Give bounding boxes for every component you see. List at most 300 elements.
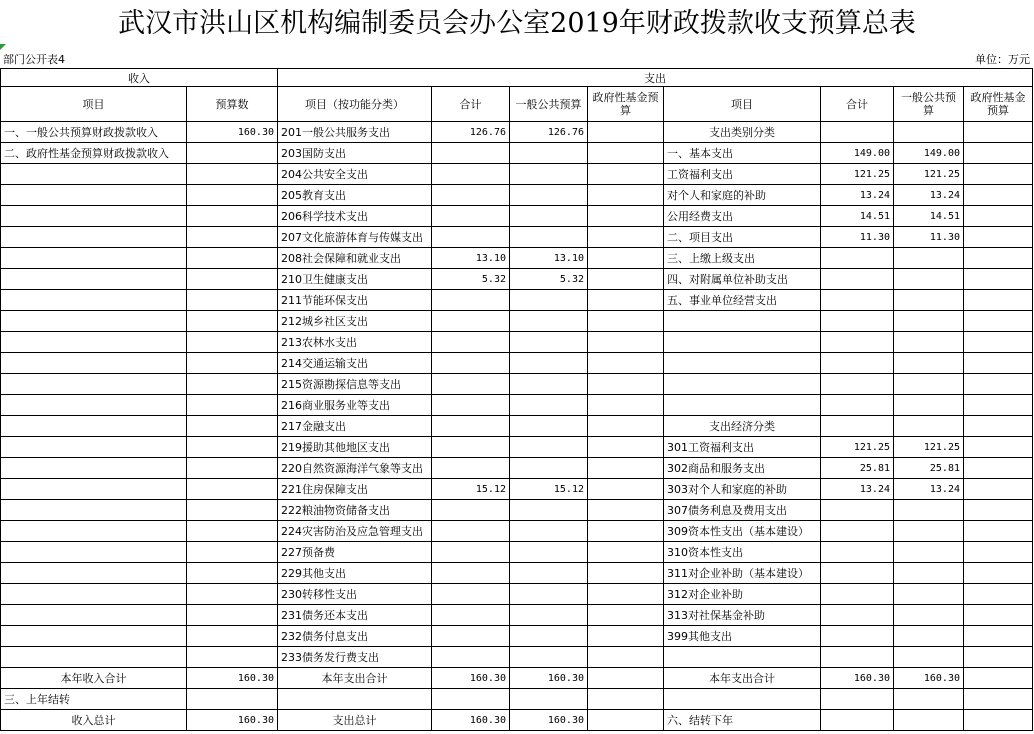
table-row [1,458,1033,479]
table-cell: 14.51 [894,206,964,227]
table-cell [894,395,964,416]
table-cell: 212城乡社区支出 [278,311,432,332]
table-cell [894,710,964,731]
table-row [1,290,1033,311]
table-cell: 160.30 [432,668,510,689]
table-cell: 203国防支出 [278,143,432,164]
table-cell [1,290,187,311]
table-cell [894,689,964,710]
table-cell [187,248,278,269]
table-cell [894,500,964,521]
table-cell [510,647,588,668]
table-cell [588,689,664,710]
table-cell [510,227,588,248]
table-cell [510,542,588,563]
table-cell [821,626,894,647]
table-cell: 206科学技术支出 [278,206,432,227]
table-cell: 二、政府性基金预算财政拨款收入 [1,143,187,164]
table-cell [588,395,664,416]
table-cell: 302商品和服务支出 [664,458,821,479]
table-cell: 307债务利息及费用支出 [664,500,821,521]
table-cell [588,122,664,143]
table-cell [510,605,588,626]
table-cell [964,164,1033,185]
table-cell [510,143,588,164]
table-body [1,122,1033,731]
table-cell: 一、一般公共预算财政拨款收入 [1,122,187,143]
table-cell: 四、对附属单位补助支出 [664,269,821,290]
table-cell [664,689,821,710]
table-cell [821,689,894,710]
table-cell [664,395,821,416]
table-cell [1,206,187,227]
table-cell [432,374,510,395]
table-row [1,185,1033,206]
table-cell: 201一般公共服务支出 [278,122,432,143]
table-cell [187,311,278,332]
table-cell [432,227,510,248]
table-cell [1,500,187,521]
table-cell [187,500,278,521]
table-cell [432,689,510,710]
table-cell: 217金融支出 [278,416,432,437]
table-cell: 13.24 [894,479,964,500]
table-cell [894,563,964,584]
table-cell [510,458,588,479]
table-cell: 121.25 [894,437,964,458]
table-cell [1,437,187,458]
table-cell [1,605,187,626]
table-cell [510,563,588,584]
table-cell: 支出总计 [278,710,432,731]
table-cell: 五、事业单位经营支出 [664,290,821,311]
table-cell: 399其他支出 [664,626,821,647]
table-cell [894,290,964,311]
table-cell [588,248,664,269]
table-cell: 204公共安全支出 [278,164,432,185]
table-cell [432,206,510,227]
table-cell [187,374,278,395]
table-row [1,584,1033,605]
table-cell [187,332,278,353]
table-cell: 本年收入合计 [1,668,187,689]
table-cell: 309资本性支出（基本建设） [664,521,821,542]
table-cell: 229其他支出 [278,563,432,584]
col-header: 一般公共预算 [894,87,964,122]
table-cell [187,584,278,605]
table-cell [664,332,821,353]
table-cell [894,542,964,563]
cell-comment-marker [0,44,6,50]
table-cell: 216商业服务业等支出 [278,395,432,416]
table-cell [1,416,187,437]
col-header: 项目 [664,87,821,122]
table-cell [894,353,964,374]
table-cell [510,311,588,332]
table-cell [432,605,510,626]
table-cell: 13.24 [894,185,964,206]
table-cell [187,479,278,500]
table-cell [187,521,278,542]
table-cell [588,185,664,206]
table-cell [821,542,894,563]
table-cell: 231债务还本支出 [278,605,432,626]
table-cell: 121.25 [821,437,894,458]
table-cell [894,647,964,668]
table-cell [1,458,187,479]
table-row [1,395,1033,416]
table-cell [964,374,1033,395]
table-cell [964,353,1033,374]
table-cell [1,395,187,416]
table-row [1,479,1033,500]
table-cell [187,605,278,626]
table-cell [821,332,894,353]
table-cell [964,332,1033,353]
table-cell: 310资本性支出 [664,542,821,563]
table-cell: 工资福利支出 [664,164,821,185]
table-cell [821,353,894,374]
table-cell: 13.10 [432,248,510,269]
table-cell [894,521,964,542]
table-row [1,122,1033,143]
col-header: 合计 [432,87,510,122]
table-cell [588,227,664,248]
table-cell [964,269,1033,290]
col-header: 政府性基金预算 [964,87,1033,122]
table-cell [432,143,510,164]
table-row [1,689,1033,710]
table-cell [588,647,664,668]
table-cell [510,353,588,374]
table-cell [664,353,821,374]
table-cell [588,416,664,437]
table-row [1,521,1033,542]
table-cell [588,206,664,227]
table-cell [964,143,1033,164]
table-cell [964,668,1033,689]
table-cell: 208社会保障和就业支出 [278,248,432,269]
table-cell [821,521,894,542]
table-row [1,605,1033,626]
table-cell [964,500,1033,521]
table-cell [1,374,187,395]
table-cell [432,164,510,185]
table-cell: 149.00 [821,143,894,164]
table-row [1,269,1033,290]
table-cell [432,332,510,353]
table-cell [964,122,1033,143]
table-cell [894,332,964,353]
table-cell: 311对企业补助（基本建设） [664,563,821,584]
table-cell: 303对个人和家庭的补助 [664,479,821,500]
table-cell [821,269,894,290]
table-cell [894,269,964,290]
table-cell [1,269,187,290]
table-row [1,668,1033,689]
table-cell [588,542,664,563]
table-cell [1,647,187,668]
table-cell: 15.12 [510,479,588,500]
table-cell: 一、基本支出 [664,143,821,164]
table-cell: 本年支出合计 [664,668,821,689]
table-cell [1,248,187,269]
table-cell [588,269,664,290]
table-cell: 211节能环保支出 [278,290,432,311]
table-cell [588,332,664,353]
col-header: 项目 [1,87,187,122]
table-cell [964,710,1033,731]
table-cell [588,311,664,332]
table-cell [510,437,588,458]
table-cell [821,122,894,143]
table-cell [821,290,894,311]
table-row [1,374,1033,395]
table-cell [821,605,894,626]
table-cell [432,563,510,584]
table-cell: 207文化旅游体育与传媒支出 [278,227,432,248]
table-cell: 160.30 [510,710,588,731]
table-cell: 301工资福利支出 [664,437,821,458]
table-cell [187,563,278,584]
table-cell [964,458,1033,479]
table-cell: 312对企业补助 [664,584,821,605]
table-cell [1,332,187,353]
table-cell [510,626,588,647]
table-cell [432,311,510,332]
table-cell [964,206,1033,227]
page-title: 武汉市洪山区机构编制委员会办公室2019年财政拨款收支预算总表 [118,8,916,39]
table-cell [821,248,894,269]
table-cell [588,437,664,458]
table-cell [894,584,964,605]
table-cell [964,290,1033,311]
table-cell: 220自然资源海洋气象等支出 [278,458,432,479]
table-cell [821,395,894,416]
table-row [1,164,1033,185]
table-cell [187,416,278,437]
table-row [1,332,1033,353]
table-cell [187,458,278,479]
table-cell [187,143,278,164]
table-cell [588,584,664,605]
table-cell: 160.30 [187,668,278,689]
table-row [1,416,1033,437]
table-cell [510,395,588,416]
table-cell [964,647,1033,668]
table-cell [510,521,588,542]
table-cell [1,542,187,563]
table-cell: 219援助其他地区支出 [278,437,432,458]
table-cell [432,584,510,605]
table-cell: 25.81 [894,458,964,479]
table-cell [588,500,664,521]
table-cell [588,668,664,689]
table-cell: 13.10 [510,248,588,269]
table-cell: 13.24 [821,185,894,206]
table-cell [1,479,187,500]
table-cell [510,164,588,185]
table-cell [187,689,278,710]
table-cell: 本年支出合计 [278,668,432,689]
table-cell [1,521,187,542]
table-cell: 214交通运输支出 [278,353,432,374]
table-cell [664,311,821,332]
table-cell [821,374,894,395]
table-cell [432,458,510,479]
table-cell [432,500,510,521]
table-cell [432,437,510,458]
table-cell: 121.25 [821,164,894,185]
table-cell [664,647,821,668]
table-cell [1,311,187,332]
table-cell [432,290,510,311]
table-cell [894,311,964,332]
table-row [1,626,1033,647]
table-cell [1,185,187,206]
col-header: 项目（按功能分类） [278,87,432,122]
table-cell [588,479,664,500]
table-cell [1,584,187,605]
table-cell: 支出类别分类 [664,122,821,143]
table-cell [510,689,588,710]
col-header: 合计 [821,87,894,122]
table-cell [894,374,964,395]
table-cell: 222粮油物资储备支出 [278,500,432,521]
table-cell [964,563,1033,584]
table-cell [432,185,510,206]
table-cell [432,353,510,374]
table-cell: 11.30 [821,227,894,248]
table-cell [187,269,278,290]
col-header: 政府性基金预算 [588,87,664,122]
table-cell: 205教育支出 [278,185,432,206]
col-header: 预算数 [187,87,278,122]
table-row [1,353,1033,374]
table-cell [187,206,278,227]
table-cell [432,647,510,668]
table-cell: 160.30 [510,668,588,689]
table-cell [187,626,278,647]
table-cell [588,605,664,626]
table-cell: 210卫生健康支出 [278,269,432,290]
table-cell [964,248,1033,269]
table-cell [187,647,278,668]
table-cell [821,500,894,521]
table-cell [1,164,187,185]
table-cell [821,563,894,584]
table-cell [821,647,894,668]
table-cell: 六、结转下年 [664,710,821,731]
table-cell [187,290,278,311]
table-cell: 二、项目支出 [664,227,821,248]
table-cell [187,185,278,206]
table-cell [432,542,510,563]
table-row [1,206,1033,227]
table-cell: 160.30 [432,710,510,731]
table-row [1,227,1033,248]
table-row [1,647,1033,668]
table-cell: 11.30 [894,227,964,248]
table-cell: 公用经费支出 [664,206,821,227]
table-cell [964,584,1033,605]
table-cell [510,332,588,353]
table-cell: 对个人和家庭的补助 [664,185,821,206]
table-cell [894,416,964,437]
col-header: 一般公共预算 [510,87,588,122]
table-cell [432,395,510,416]
table-cell [964,542,1033,563]
table-cell: 160.30 [894,668,964,689]
table-cell [187,437,278,458]
table-cell [1,227,187,248]
table-cell [894,626,964,647]
table-cell [510,185,588,206]
table-cell [964,605,1033,626]
table-cell [510,290,588,311]
table-cell [588,563,664,584]
table-cell: 收入总计 [1,710,187,731]
table-cell [510,206,588,227]
table-cell [187,227,278,248]
table-cell [964,521,1033,542]
table-cell [588,626,664,647]
table-cell [1,626,187,647]
table-row [1,542,1033,563]
table-cell [894,122,964,143]
table-cell [964,416,1033,437]
table-cell: 160.30 [187,122,278,143]
table-cell [964,437,1033,458]
table-cell: 224灾害防治及应急管理支出 [278,521,432,542]
table-cell [588,710,664,731]
table-cell [588,143,664,164]
table-cell: 25.81 [821,458,894,479]
table-cell [187,395,278,416]
table-row [1,563,1033,584]
table-cell [588,458,664,479]
table-cell [588,374,664,395]
table-cell [964,395,1033,416]
table-cell: 121.25 [894,164,964,185]
table-cell [588,164,664,185]
table-cell [187,353,278,374]
expense-section-header: 支出 [278,69,1033,87]
table-cell [964,227,1033,248]
table-cell: 13.24 [821,479,894,500]
table-cell [964,626,1033,647]
table-cell [510,416,588,437]
budget-table [0,68,1033,731]
table-row [1,710,1033,731]
table-row [1,143,1033,164]
table-cell: 232债务付息支出 [278,626,432,647]
table-cell [821,584,894,605]
table-cell [894,605,964,626]
table-row [1,437,1033,458]
table-cell [964,185,1033,206]
table-row [1,248,1033,269]
table-cell [1,563,187,584]
table-cell [432,626,510,647]
table-cell: 233债务发行费支出 [278,647,432,668]
table-cell [964,311,1033,332]
table-cell [510,500,588,521]
table-cell [821,416,894,437]
table-cell [964,689,1033,710]
table-cell [278,689,432,710]
table-cell [664,374,821,395]
